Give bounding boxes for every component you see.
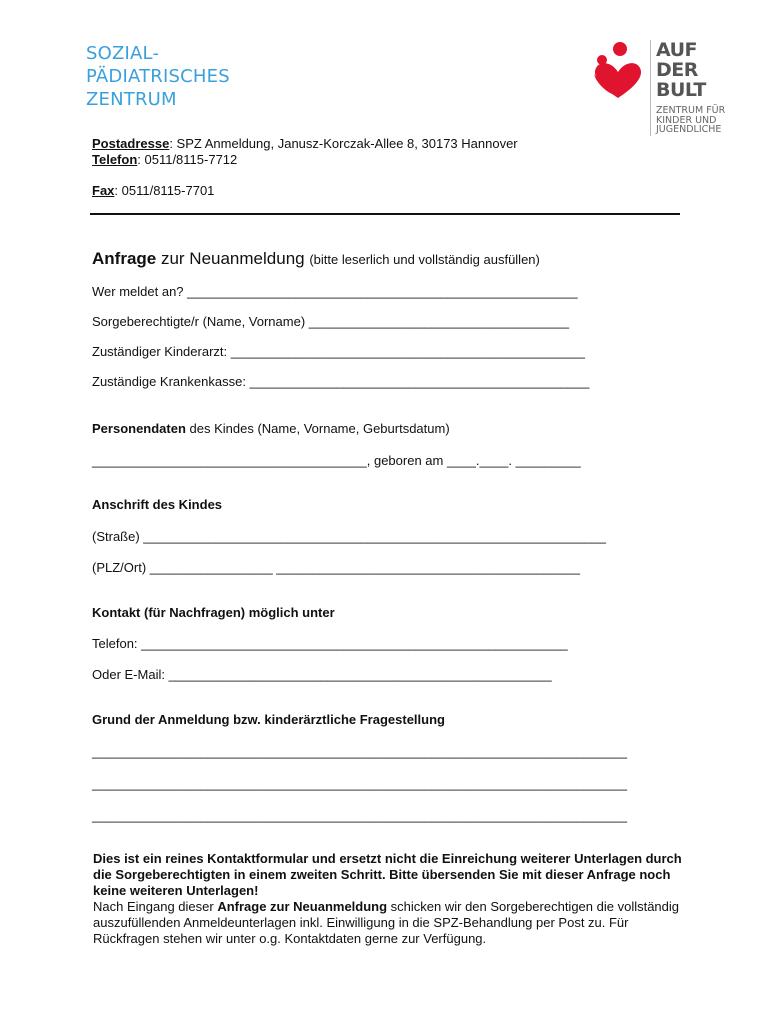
logo-word-1: AUF [656,39,698,61]
fax-line [92,183,214,198]
plz-ort-field[interactable]: (PLZ/Ort) _________________ __________________________________________ [92,560,580,575]
logo-word-3: BULT [656,79,706,101]
logo-word-2: DER [656,59,698,81]
grund-line-3[interactable]: __________________________________________________________________________ [92,808,628,823]
logo-subtitle [656,106,725,135]
personendaten-field[interactable]: ______________________________________, geboren am ____.____. _________ [92,453,581,468]
postadresse-label: Postadresse [92,136,170,151]
postadresse-value: : SPZ Anmeldung, Janusz-Korczak-Allee 8, 30173 Hannover [169,136,518,151]
sorgeberechtigte-field[interactable]: Sorgeberechtigte/r (Name, Vorname) ____________________________________ [92,314,570,329]
logo-sub-2: KINDER UND [656,114,717,126]
heart-figure-icon [590,40,646,100]
grund-heading: Grund der Anmeldung bzw. kinderärztliche Fragestellung [92,712,445,727]
krankenkasse-field[interactable]: Zuständige Krankenkasse: _______________________________________________ [92,374,590,389]
kontakt-telefon-field[interactable]: Telefon: ___________________________________________________________ [92,636,568,651]
logo-line-1: SOZIAL- [86,43,160,64]
strasse-field[interactable]: (Straße) ________________________________________________________________ [92,529,607,544]
telefon-line [92,152,237,167]
fax-value: : 0511/8115-7701 [114,183,215,198]
spz-logo [86,42,230,111]
personendaten-rest: des Kindes (Name, Vorname, Geburtsdatum) [185,421,450,436]
logo-sub-3: JUGENDLICHE [656,124,722,135]
header-divider [90,213,680,215]
logo-line-2: PÄDIATRISCHES [86,66,230,87]
logo-divider [650,40,651,136]
logo-sub-1: ZENTRUM FÜR [656,105,726,116]
logo-wordmark [656,40,706,100]
auf-der-bult-logo [590,38,740,138]
telefon-value: : 0511/8115-7712 [137,152,238,167]
footer-bold-notice: Dies ist ein reines Kontaktformular und ersetzt nicht die Einreichung weiterer Unterlagen durch die Sorgeberechtigten in einem zweiten Schritt. Bitte übersenden Sie mit dieser Anfrage noch keine weiteren Unterlagen! [93,851,682,898]
logo-line-3: ZENTRUM [86,89,177,110]
kontakt-email-field[interactable]: Oder E-Mail: _____________________________________________________ [92,667,552,682]
page-title [92,249,540,269]
footer-info-bold: Anfrage zur Neuanmeldung [217,899,388,914]
anschrift-heading: Anschrift des Kindes [92,497,223,512]
telefon-label: Telefon [92,152,138,167]
grund-line-1[interactable]: __________________________________________________________________________ [92,744,628,759]
personendaten-bold: Personendaten [92,421,186,436]
title-bold: Anfrage [92,249,157,268]
grund-line-2[interactable]: __________________________________________________________________________ [92,776,628,791]
footer-info-end: schicken wir den Sorgeberechtigen die vollständig auszufüllenden Anmeldeunterlagen inkl. Einwilligung in die SPZ-Behandlung per Post zu. Für Rückfragen stehen wir unter o.g. Kontaktdaten gerne zur Verfügung. [93,899,680,946]
title-note: (bitte leserlich und vollständig ausfüllen) [309,252,540,267]
footer-info [93,899,693,947]
wer-meldet-field[interactable]: Wer meldet an? ______________________________________________________ [92,284,578,299]
footer-note [93,851,693,947]
footer-info-start: Nach Eingang dieser [93,899,218,914]
title-rest: zur Neuanmeldung [156,249,305,268]
kontakt-heading: Kontakt (für Nachfragen) möglich unter [92,605,335,620]
personendaten-heading [92,421,450,436]
postadresse-line [92,136,518,151]
kinderarzt-field[interactable]: Zuständiger Kinderarzt: _________________________________________________ [92,344,586,359]
fax-label: Fax [92,183,115,198]
